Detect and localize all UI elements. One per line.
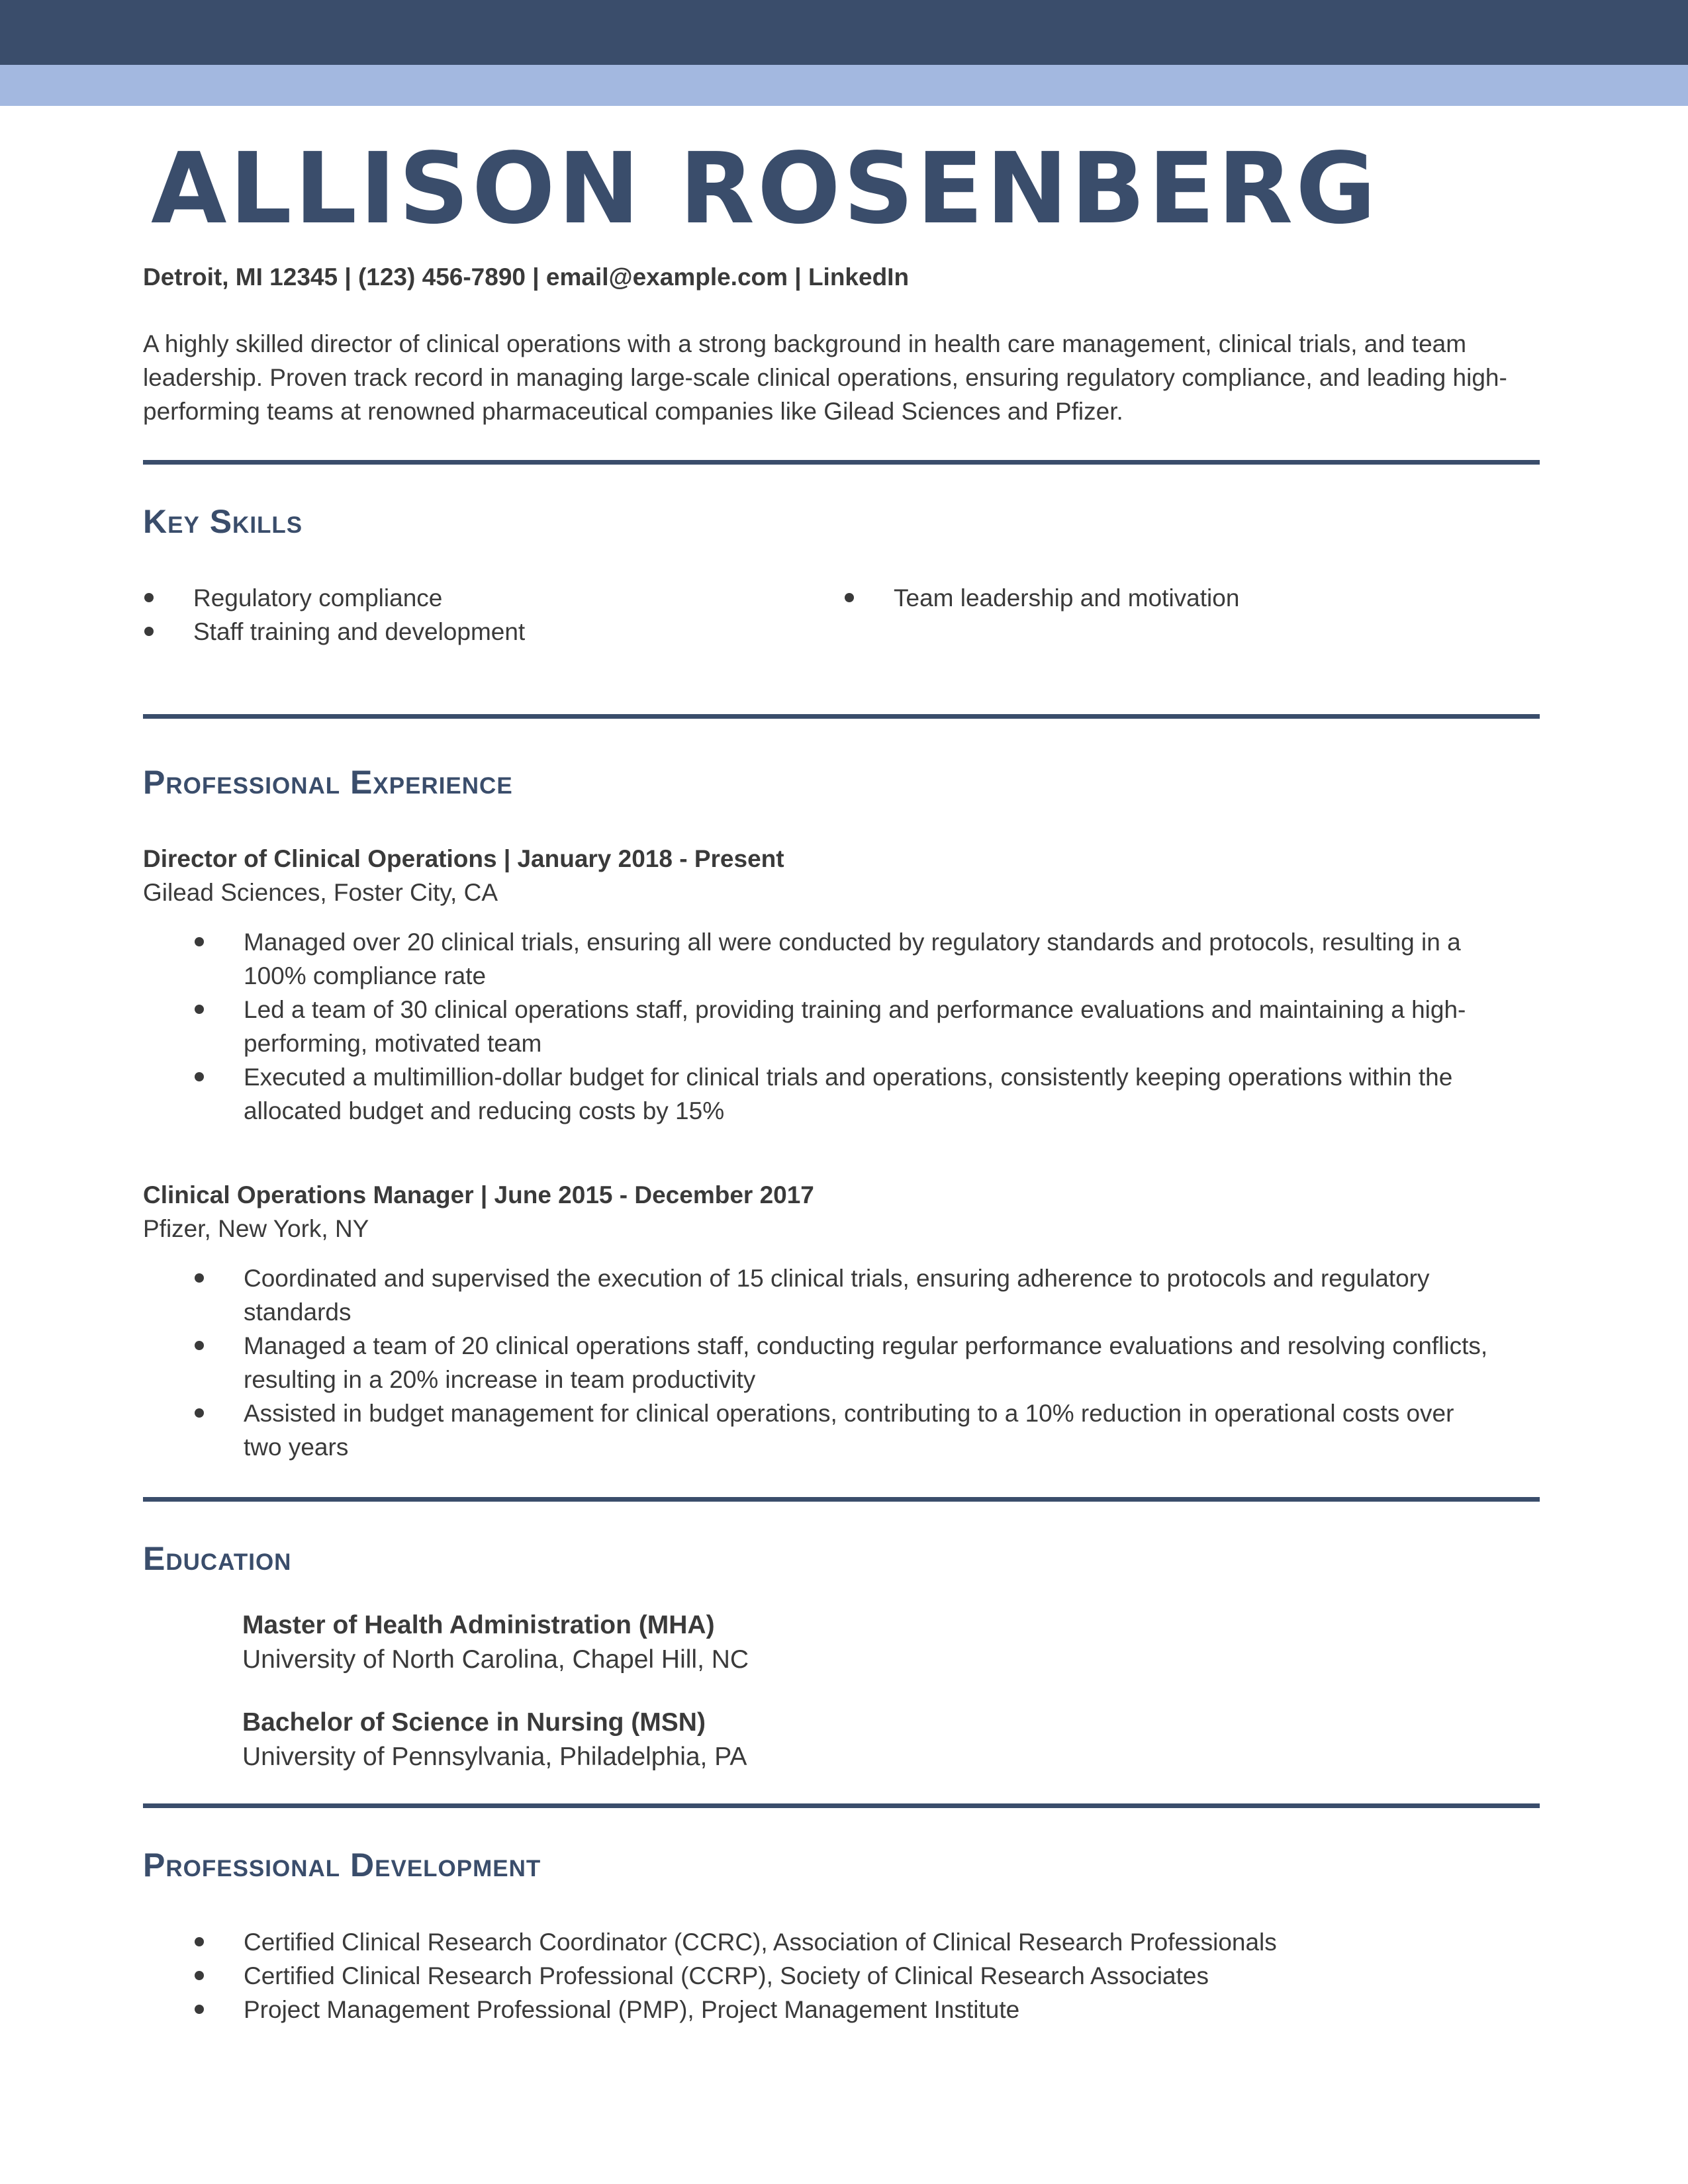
skill-item: Staff training and development [143, 615, 792, 649]
skills-list-left [143, 581, 792, 649]
degree-title: Master of Health Administration (MHA) [242, 1611, 715, 1639]
job-title: Director of Clinical Operations | January 2018 - Present [143, 845, 784, 872]
section-divider [143, 1497, 1540, 1502]
job-bullets [193, 925, 1491, 1128]
skills-heading: Key Skills [143, 503, 303, 540]
job-bullet: Executed a multimillion-dollar budget for clinical trials and operations, consistently keeping operations within the allocated budget and reducing costs by 15% [193, 1060, 1491, 1128]
section-divider [143, 460, 1540, 465]
header-band-dark [0, 0, 1688, 65]
experience-heading: Professional Experience [143, 764, 513, 801]
job-company: Pfizer, New York, NY [143, 1215, 369, 1242]
job-bullet: Managed a team of 20 clinical operations staff, conducting regular performance evaluations and resolving conflicts, resulting in a 20% increase in team productivity [193, 1329, 1491, 1396]
degree-title: Bachelor of Science in Nursing (MSN) [242, 1708, 706, 1737]
development-list [193, 1925, 1491, 2026]
job-bullet: Coordinated and supervised the execution of 15 clinical trials, ensuring adherence to protocols and regulatory standards [193, 1261, 1491, 1329]
job-bullet: Managed over 20 clinical trials, ensuring all were conducted by regulatory standards and protocols, resulting in a 100% compliance rate [193, 925, 1491, 993]
summary-paragraph: A highly skilled director of clinical operations with a strong background in health care management, clinical trials, and team leadership. Proven track record in managing large-scale clinical operations, ensuring regulatory compliance, and leading high-performing teams at renowned pharmaceutical companies like Gilead Sciences and Pfizer. [143, 330, 1507, 425]
job-bullet: Led a team of 30 clinical operations staff, providing training and performance evaluations and maintaining a high-performing, motivated team [193, 993, 1491, 1060]
header-band-light [0, 65, 1688, 106]
skill-item: Team leadership and motivation [843, 581, 1505, 615]
education-heading: Education [143, 1540, 292, 1577]
school-name: University of North Carolina, Chapel Hill, NC [242, 1645, 749, 1674]
certification-item: Certified Clinical Research Professional (CCRP), Society of Clinical Research Associates [193, 1959, 1491, 1993]
section-divider [143, 714, 1540, 719]
job-title: Clinical Operations Manager | June 2015 - December 2017 [143, 1181, 814, 1208]
skills-list-right [843, 581, 1505, 615]
contact-line: Detroit, MI 12345 | (123) 456-7890 | email@example.com | LinkedIn [143, 263, 910, 291]
job-bullet: Assisted in budget management for clinical operations, contributing to a 10% reduction in operational costs over two years [193, 1396, 1491, 1464]
school-name: University of Pennsylvania, Philadelphia, PA [242, 1743, 747, 1771]
section-divider [143, 1803, 1540, 1808]
certification-item: Certified Clinical Research Coordinator (CCRC), Association of Clinical Research Professionals [193, 1925, 1491, 1959]
development-heading: Professional Development [143, 1846, 541, 1884]
job-company: Gilead Sciences, Foster City, CA [143, 879, 498, 906]
job-bullets [193, 1261, 1491, 1464]
skill-item: Regulatory compliance [143, 581, 792, 615]
candidate-name: ALLISON ROSENBERG [151, 132, 1379, 246]
certification-item: Project Management Professional (PMP), Project Management Institute [193, 1993, 1491, 2026]
